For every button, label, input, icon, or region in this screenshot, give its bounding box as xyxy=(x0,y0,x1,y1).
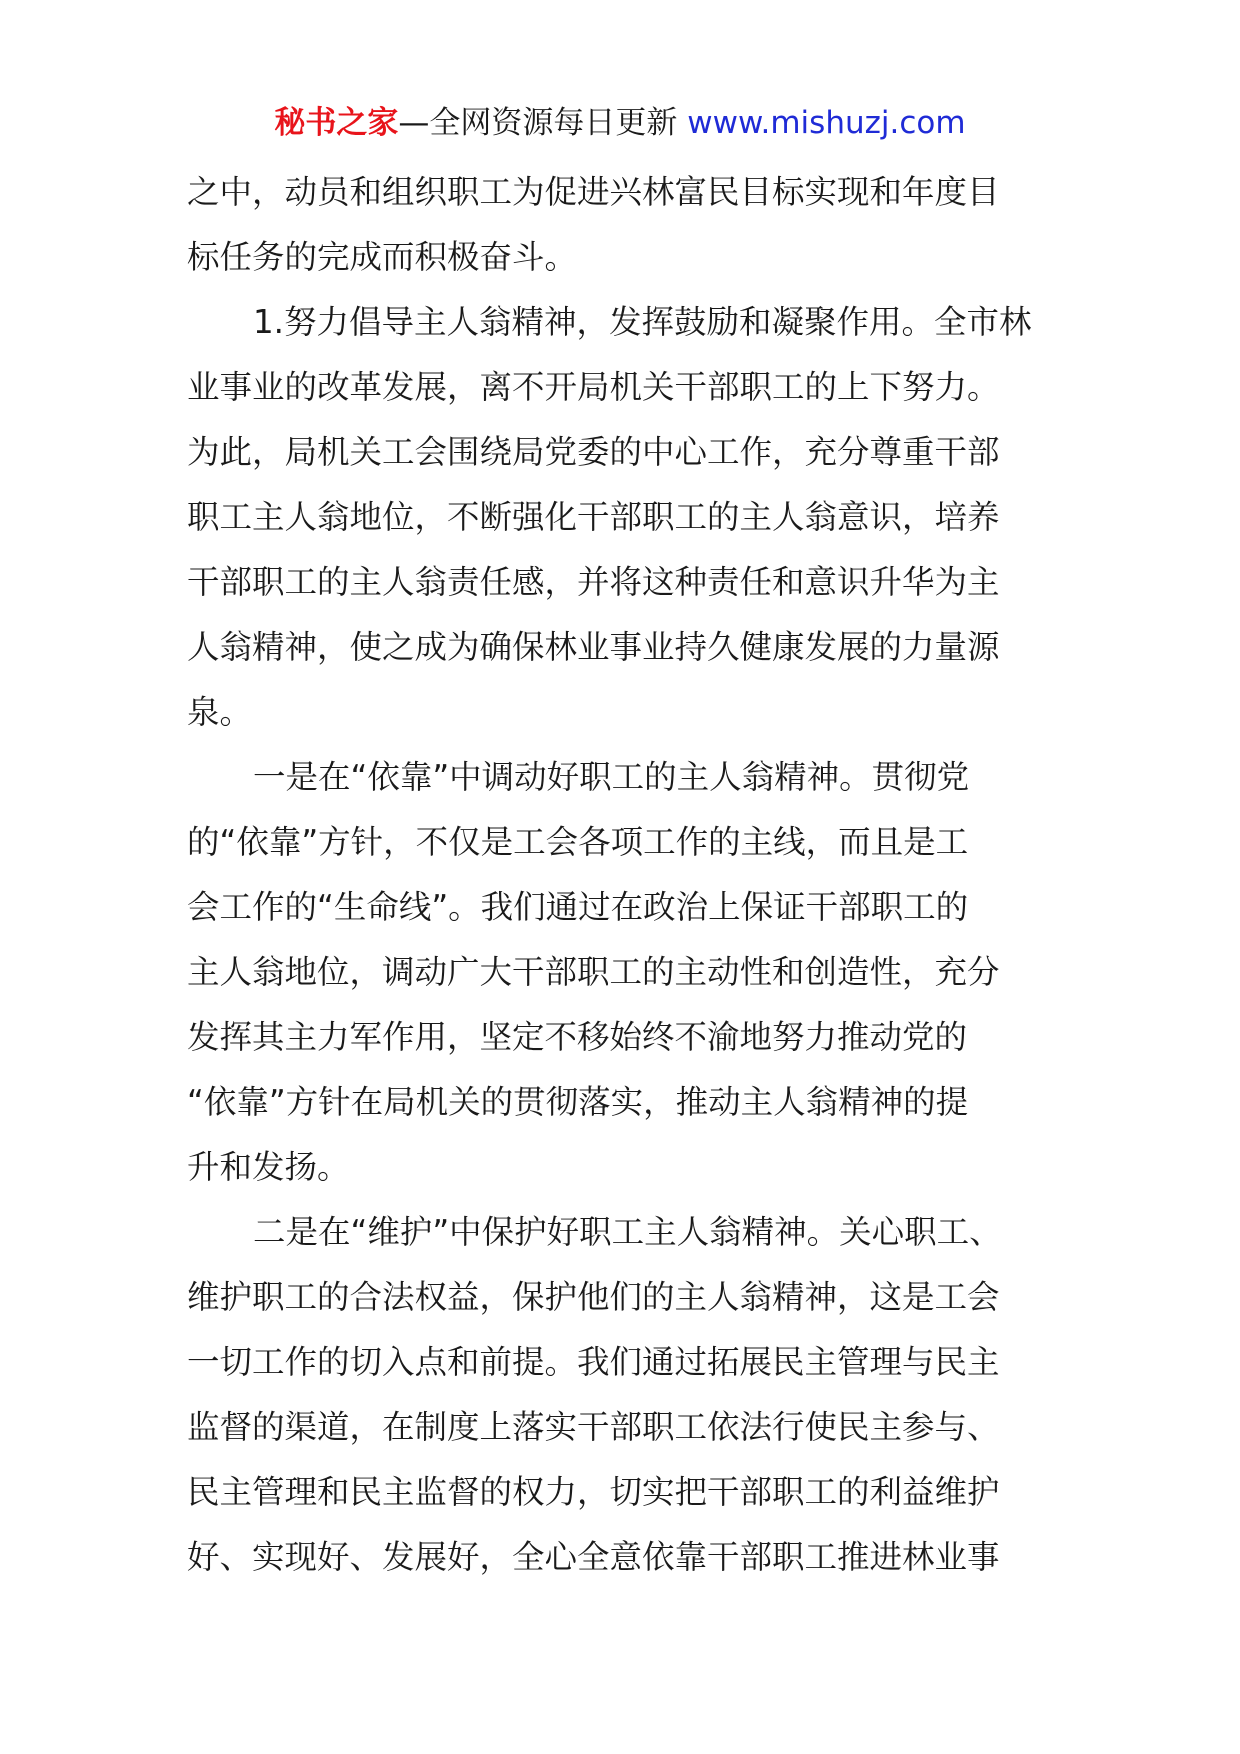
site-header xyxy=(0,95,1240,151)
text-line: 为此，局机关工会围绕局党委的中心工作，充分尊重干部 xyxy=(187,433,1000,471)
text-line: 标任务的完成而积极奋斗。 xyxy=(187,238,578,276)
header-tagline: —全网资源每日更新 xyxy=(398,105,678,141)
text-line: 职工主人翁地位，不断强化干部职工的主人翁意识，培养 xyxy=(187,498,1000,536)
paragraph xyxy=(187,745,1057,1200)
brand-name: 秘书之家 xyxy=(274,105,399,141)
text-line: 好、实现好、发展好，全心全意依靠干部职工推进林业事 xyxy=(187,1538,1000,1576)
text-line: 1.努力倡导主人翁精神，发挥鼓励和凝聚作用。全市林 xyxy=(253,303,1032,341)
text-line: 监督的渠道，在制度上落实干部职工依法行使民主参与、 xyxy=(187,1408,1000,1446)
text-line: 一是在“依靠”中调动好职工的主人翁精神。贯彻党 xyxy=(253,758,970,796)
text-line: 的“依靠”方针，不仅是工会各项工作的主线，而且是工 xyxy=(187,823,969,861)
text-line: 一切工作的切入点和前提。我们通过拓展民主管理与民主 xyxy=(187,1343,1000,1381)
site-url-link[interactable]: www.mishuzj.com xyxy=(687,105,966,141)
text-line: 民主管理和民主监督的权力，切实把干部职工的利益维护 xyxy=(187,1473,1000,1511)
text-line: “依靠”方针在局机关的贯彻落实，推动主人翁精神的提 xyxy=(187,1083,969,1121)
text-line: 维护职工的合法权益，保护他们的主人翁精神，这是工会 xyxy=(187,1278,1000,1316)
text-line: 之中，动员和组织职工为促进兴林富民目标实现和年度目 xyxy=(187,173,1000,211)
text-line: 发挥其主力军作用，坚定不移始终不渝地努力推动党的 xyxy=(187,1018,968,1056)
text-line: 业事业的改革发展，离不开局机关干部职工的上下努力。 xyxy=(187,368,1000,406)
text-line: 会工作的“生命线”。我们通过在政治上保证干部职工的 xyxy=(187,888,969,926)
text-line: 二是在“维护”中保护好职工主人翁精神。关心职工、 xyxy=(253,1213,1002,1251)
text-line: 泉。 xyxy=(187,693,253,731)
paragraph xyxy=(187,290,1057,745)
text-line: 干部职工的主人翁责任感，并将这种责任和意识升华为主 xyxy=(187,563,1000,601)
paragraph xyxy=(187,160,1057,290)
paragraph xyxy=(187,1200,1057,1590)
text-line: 主人翁地位，调动广大干部职工的主动性和创造性，充分 xyxy=(187,953,1000,991)
document-body xyxy=(187,160,1057,1590)
text-line: 人翁精神，使之成为确保林业事业持久健康发展的力量源 xyxy=(187,628,1000,666)
text-line: 升和发扬。 xyxy=(187,1148,350,1186)
